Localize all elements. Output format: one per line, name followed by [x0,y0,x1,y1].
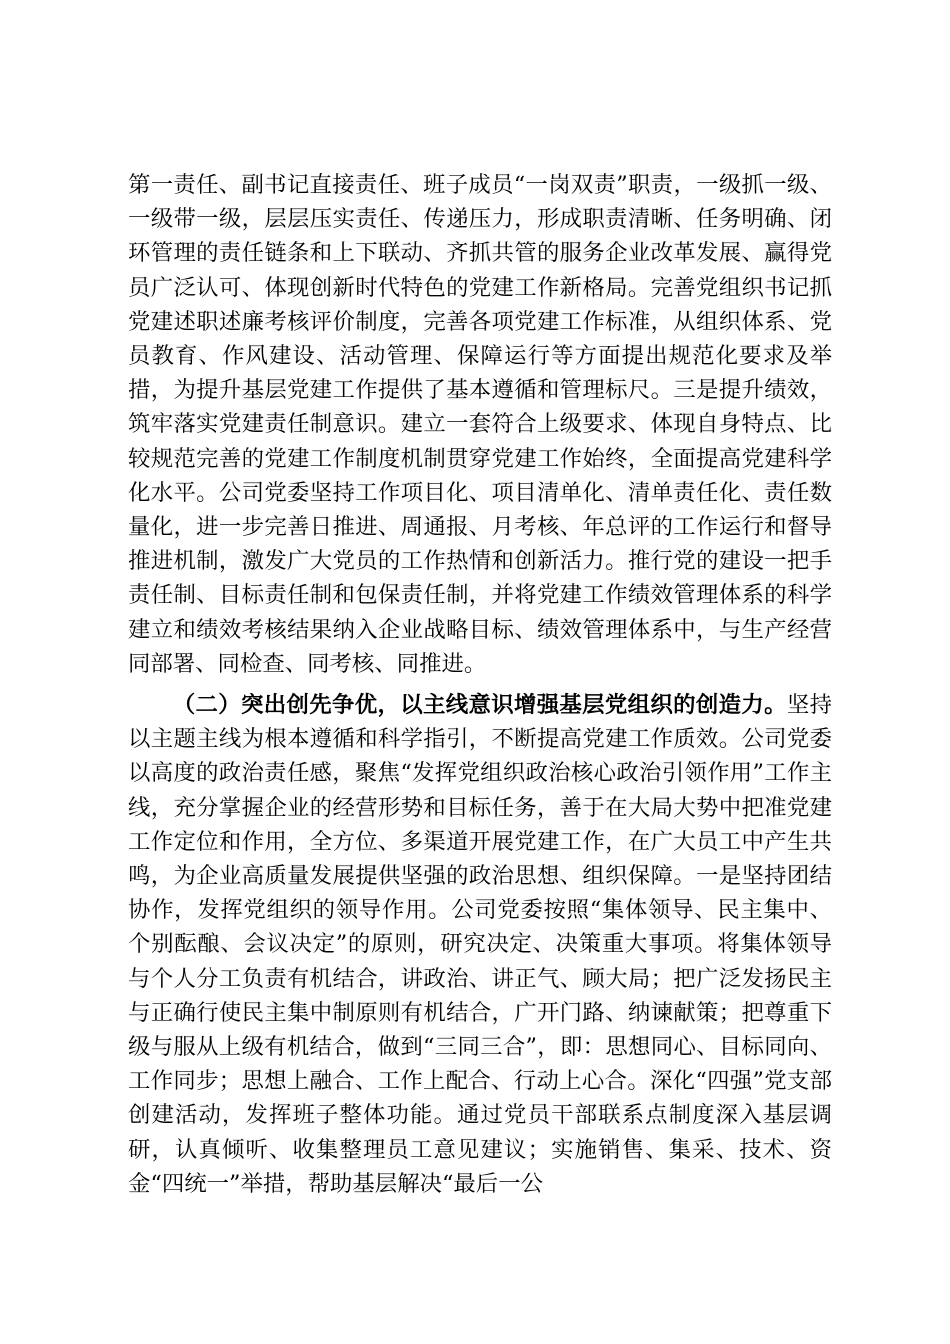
body-paragraph-1: 第一责任、副书记直接责任、班子成员“一岗双责”职责，一级抓一级、一级带一级，层层压实责任、传递压力，形成职责清晰、任务明确、闭环管理的责任链条和上下联动、齐抓共管的服务企业改革发展、赢得党员广泛认可、体现创新时代特色的党建工作新格局。完善党组织书记抓党建述职述廉考核评价制度，完善各项党建工作标准，从组织体系、党员教育、作风建设、活动管理、保障运行等方面提出规范化要求及举措，为提升基层党建工作提供了基本遵循和管理标尺。三是提升绩效，筑牢落实党建责任制意识。建立一套符合上级要求、体现自身特点、比较规范完善的党建工作制度机制贯穿党建工作始终，全面提高党建科学化水平。公司党委坚持工作项目化、项目清单化、清单责任化、责任数量化，进一步完善日推进、周通报、月考核、年总评的工作运行和督导推进机制，激发广大党员的工作热情和创新活力。推行党的建设一把手责任制、目标责任制和包保责任制，并将党建工作绩效管理体系的科学建立和绩效考核结果纳入企业战略目标、绩效管理体系中，与生产经营同部署、同检查、同考核、同推进。 [128,172,832,677]
body-paragraph-2 [128,688,832,1201]
section-heading-2: （二）突出创先争优，以主线意识增强基层党组织的创造力。 [172,692,787,718]
section-body-2: 坚持以主题主线为根本遵循和科学指引，不断提高党建工作质效。公司党委以高度的政治责任感，聚焦“发挥党组织政治核心政治引领作用”工作主线，充分掌握企业的经营形势和目标任务，善于在大局大势中把准党建工作定位和作用，全方位、多渠道开展党建工作，在广大员工中产生共鸣，为企业高质量发展提供坚强的政治思想、组织保障。一是坚持团结协作，发挥党组织的领导作用。公司党委按照“集体领导、民主集中、个别酝酿、会议决定”的原则，研究决定、决策重大事项。将集体领导与个人分工负责有机结合，讲政治、讲正气、顾大局；把广泛发扬民主与正确行使民主集中制原则有机结合，广开门路、纳谏献策；把尊重下级与服从上级有机结合，做到“三同三合”，即：思想同心、目标同向、工作同步；思想上融合、工作上配合、行动上心合。深化“四强”党支部创建活动，发挥班子整体功能。通过党员干部联系点制度深入基层调研，认真倾听、收集整理员工意见建议；实施销售、集采、技术、资金“四统一”举措，帮助基层解决“最后一公 [128,692,833,1197]
